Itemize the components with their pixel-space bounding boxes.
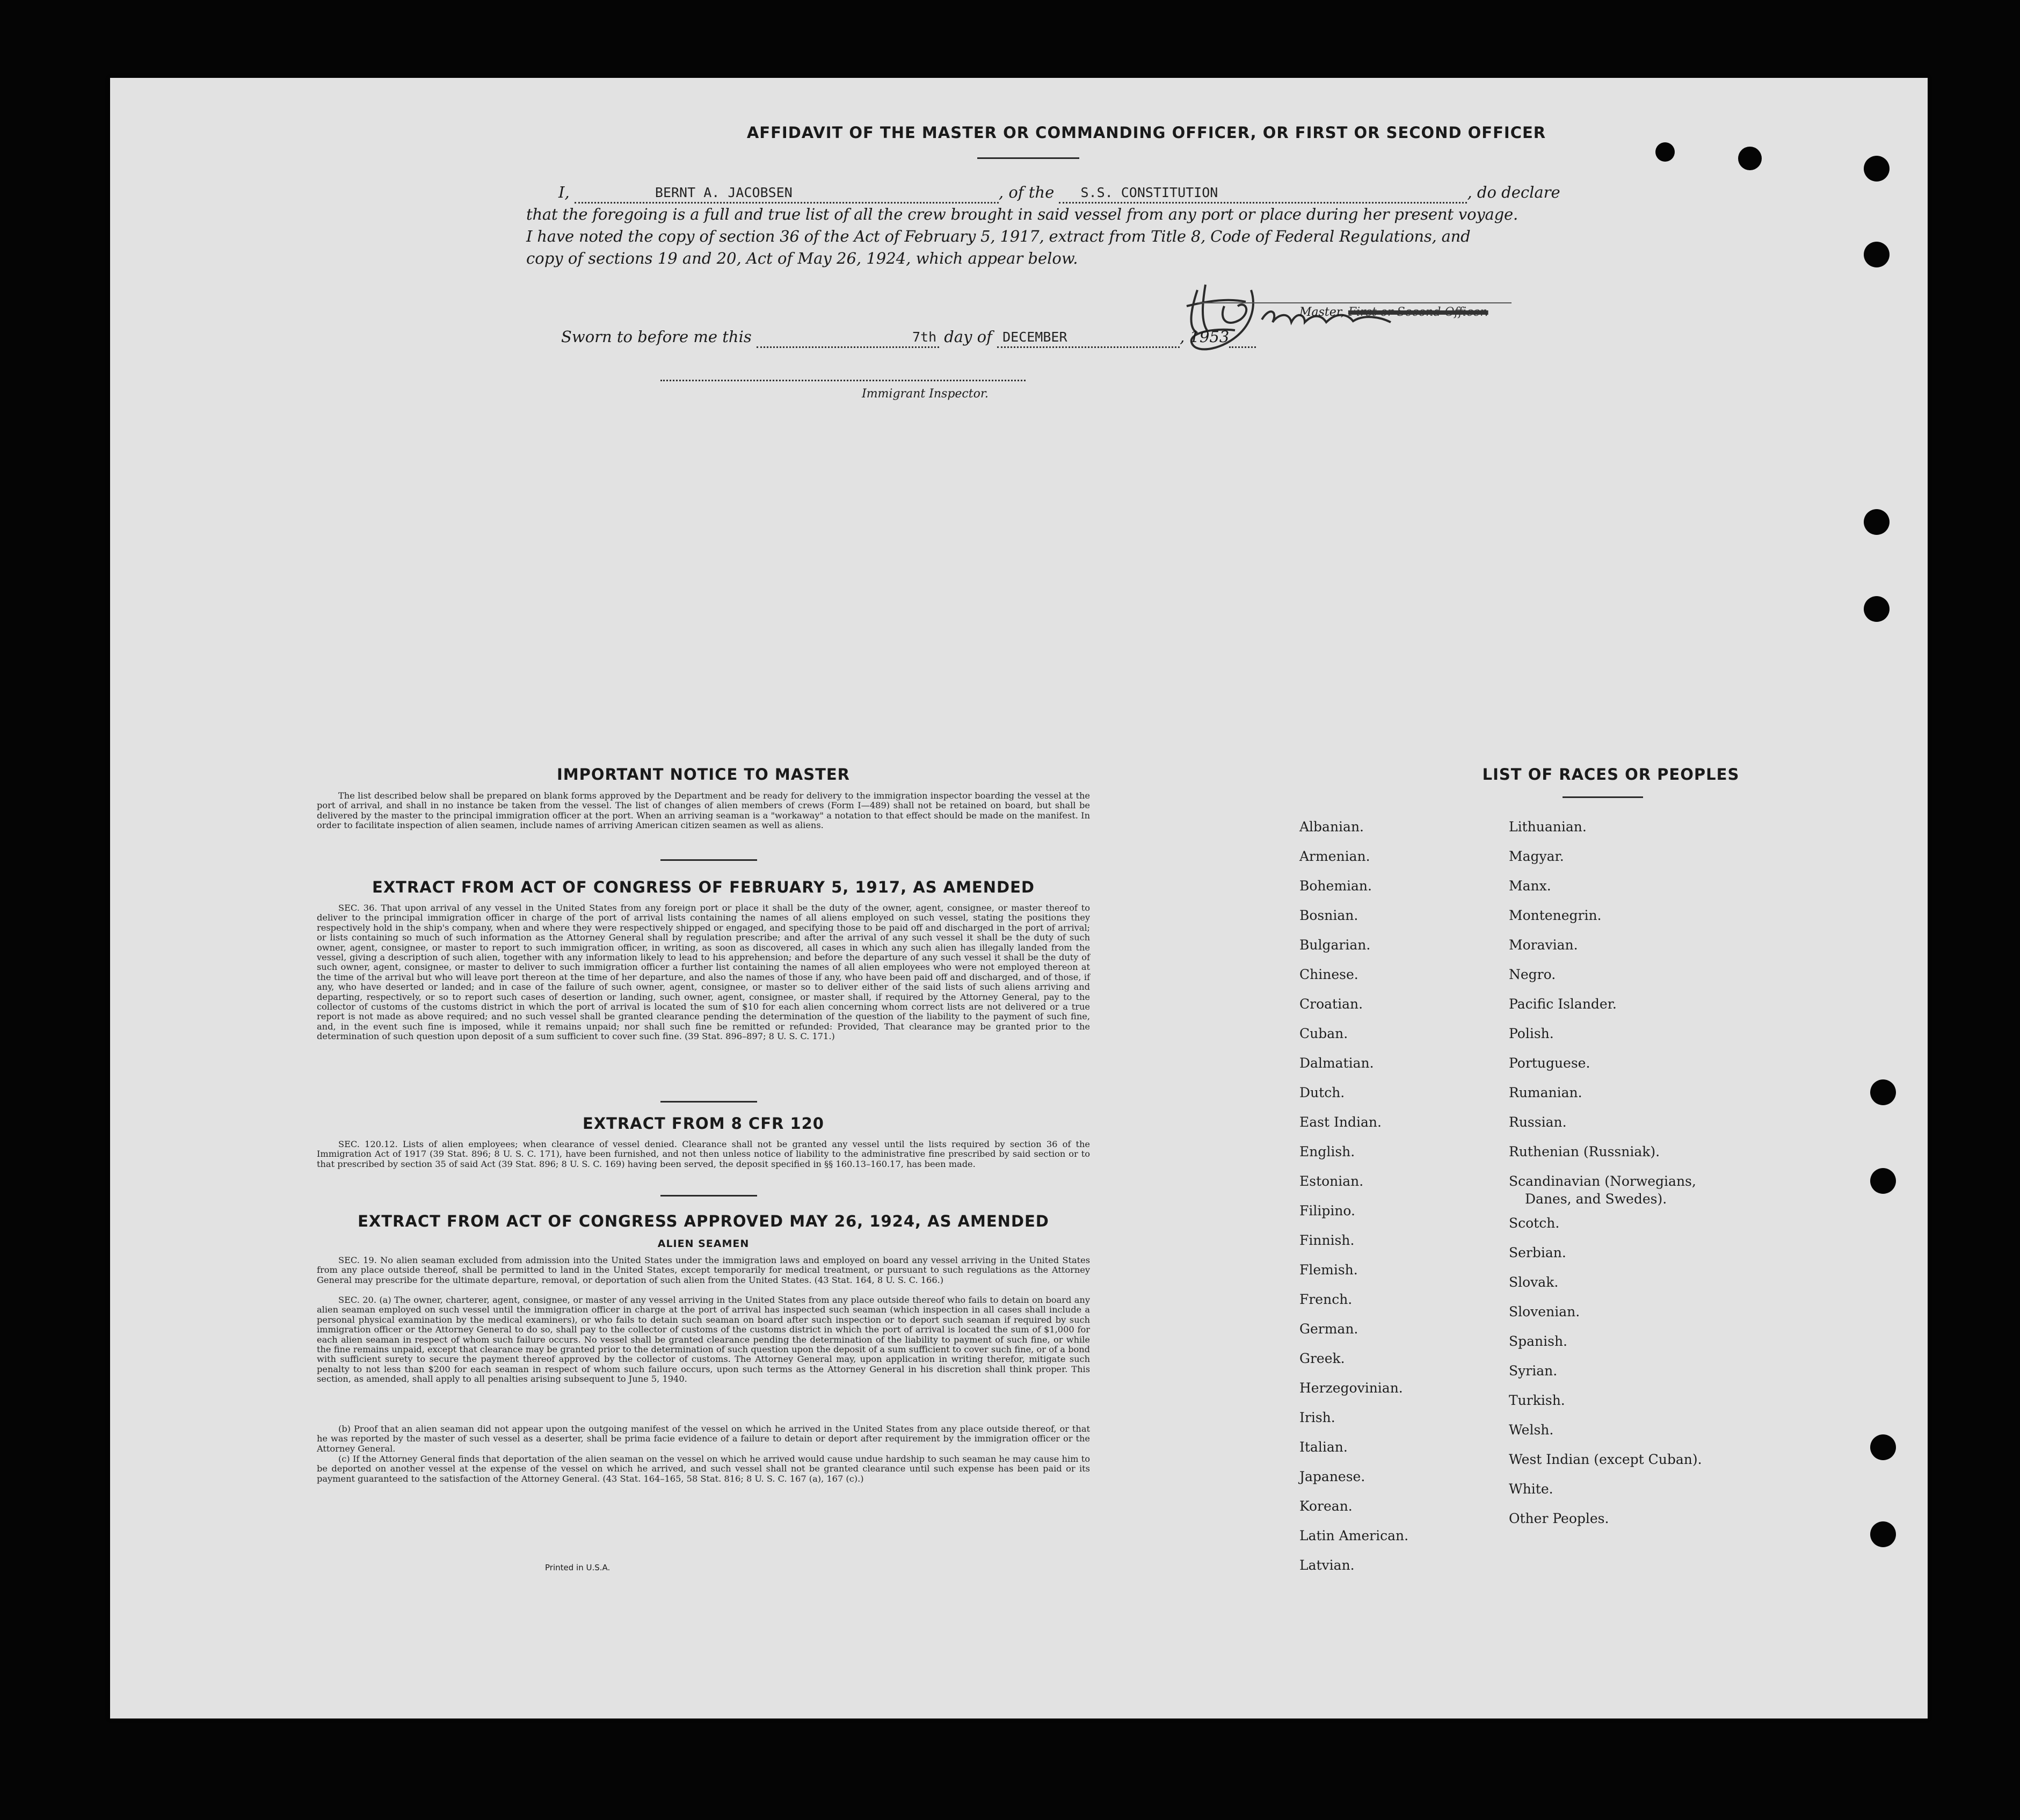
extract-1924-sec20c: (c) If the Attorney General finds that deportation of the alien seaman on the vessel on which he arrived would cause undue hardship to such seaman he may cause him to be deported on another vessel at the expense of the vessel on which he arrived, and such vessel shall not be granted clearance until such expense has been paid or its payment guaranteed to the satisfaction of the Attorney General. (43 Stat. 164–165, 58 Stat. 816; 8 U. S. C. 167 (a), 167 (c).) xyxy=(317,1454,1090,1484)
extract-1924-title: EXTRACT FROM ACT OF CONGRESS APPROVED MAY 26, 1924, AS AMENDED xyxy=(358,1212,1049,1230)
race-item: Pacific Islander. xyxy=(1509,996,1617,1012)
race-item: Lithuanian. xyxy=(1509,819,1587,835)
race-item: East Indian. xyxy=(1299,1114,1382,1130)
races-right-column xyxy=(1509,812,1702,1533)
race-item: Russian. xyxy=(1509,1114,1567,1130)
affidavit-i: I, xyxy=(558,183,570,201)
races-title: LIST OF RACES OR PEOPLES xyxy=(1482,765,1740,784)
printed-in-usa: Printed in U.S.A. xyxy=(545,1563,611,1572)
race-item: Japanese. xyxy=(1299,1469,1365,1484)
notice-title: IMPORTANT NOTICE TO MASTER xyxy=(556,765,851,784)
race-item: Filipino. xyxy=(1299,1203,1355,1219)
sworn-day: 7th xyxy=(912,329,937,345)
race-item: Korean. xyxy=(1299,1498,1353,1514)
day-field xyxy=(757,330,939,348)
affidavit-of-the: , of the xyxy=(998,183,1055,201)
inspector-line xyxy=(660,380,1026,381)
signer-struck: First or Second Officer. xyxy=(1348,306,1488,319)
race-item: Bosnian. xyxy=(1299,908,1358,923)
race-item: Greek. xyxy=(1299,1351,1345,1366)
race-item: Spanish. xyxy=(1509,1333,1568,1349)
divider xyxy=(660,1101,757,1103)
sworn-day-of: day of xyxy=(944,328,992,346)
extract-1924-sec20a: SEC. 20. (a) The owner, charterer, agent, consignee, or master of any vessel arriving in the United States from any place outside thereof who fails to detain on board any alien seaman employed on such vessel until the immigration officer in charge at the port of arrival has inspected such seaman (which inspection in all cases shall include a personal physical examination by the medical examiners), or who fails to detain such seaman on board after such inspection or to deport such seaman if required by such immigration officer or the Attorney General to do so, shall pay to the collector of customs of the customs district in which the port of arrival is located the sum of $1,000 for each alien seaman in respect of whom such failure occurs. No vessel shall be granted clearance pending the determination of the liability to payment of such fine, or while the fine remains unpaid, except that clearance may be granted prior to the determination of such question upon the deposit of a sum sufficient to cover such fine, or of a bond with sufficient surety to secure the payment thereof approved by the collector of customs. The Attorney General may, upon application in writing therefor, mitigate such penalty to not less than $200 for each seaman in respect of whom such failure occurs, upon such terms as the Attorney General in his discretion shall think proper. This section, as amended, shall apply to all penalties arising subsequent to June 5, 1940. xyxy=(317,1295,1090,1384)
race-item: Dutch. xyxy=(1299,1085,1345,1100)
race-item: Finnish. xyxy=(1299,1232,1355,1248)
race-item: German. xyxy=(1299,1321,1358,1337)
signer-title xyxy=(1299,301,1488,323)
affidavit-line-1 xyxy=(558,182,1648,204)
race-item: Moravian. xyxy=(1509,937,1578,953)
race-item: Syrian. xyxy=(1509,1363,1558,1379)
race-item: Latvian. xyxy=(1299,1557,1355,1573)
race-item: English. xyxy=(1299,1144,1355,1159)
punch-hole xyxy=(1864,242,1890,267)
race-item: Latin American. xyxy=(1299,1528,1409,1543)
punch-hole xyxy=(1870,1434,1896,1460)
extract-1924-subtitle: ALIEN SEAMEN xyxy=(657,1238,750,1250)
race-item: Flemish. xyxy=(1299,1262,1358,1278)
race-item: Armenian. xyxy=(1299,849,1370,864)
race-item: Negro. xyxy=(1509,967,1556,982)
race-item: Slovak. xyxy=(1509,1274,1559,1290)
sworn-year: , 1953 xyxy=(1180,328,1230,346)
punch-hole xyxy=(1870,1168,1896,1194)
race-item: Manx. xyxy=(1509,878,1551,894)
race-item: French. xyxy=(1299,1292,1353,1307)
divider xyxy=(660,1195,757,1197)
race-item: West Indian (except Cuban). xyxy=(1509,1452,1702,1467)
punch-hole xyxy=(1738,147,1762,170)
extract-1917-text: SEC. 36. That upon arrival of any vessel in the United States from any foreign port or place it shall be the duty of the owner, agent, consignee, or master thereof to deliver to the principal immigration officer in charge of the port of arrival lists containing the names of all aliens employed on such vessel, stating the positions they respectively hold in the ship's company, when and where they were respectively shipped or engaged, and specifying those to be paid off and discharged in the port of arrival; or lists containing so much of such information as the Attorney General shall by regulation prescribe; and after the arrival of any such vessel it shall be the duty of such owner, agent, consignee, or master to report to such immigration officer, in writing, as soon as discovered, all cases in which any such alien has illegally landed from the vessel, giving a description of such alien, together with any information likely to lead to his apprehension; and before the departure of any such vessel it shall be the duty of such owner, agent, consignee, or master to deliver to such immigration officer a further list containing the names of all alien employees who were not employed thereon at the time of the arrival but who will leave port thereon at the time of her departure, and also the names of those if any, who have been paid off and discharged, and of those, if any, who have deserted or landed; and in case of the failure of such owner, agent, consignee, or master so to deliver either of the said lists of such aliens arriving and departing, respectively, or so to report such cases of desertion or landing, such owner, agent, consignee, or master shall, if required by the Attorney General, pay to the collector of customs of the customs district in which the port of arrival is located the sum of $10 for each alien concerning whom correct lists are not delivered or a true report is not made as above required; and no such vessel shall be granted clearance pending the determination of the question of the liability to the payment of such fine, and, in the event such fine is imposed, while it remains unpaid; nor shall such fine be remitted or refunded: Provided, That clearance may be granted prior to the determination of such question upon deposit of a sum sufficient to cover such fine. (39 Stat. 896–897; 8 U. S. C. 171.) xyxy=(317,903,1090,1042)
race-item: Rumanian. xyxy=(1509,1085,1582,1100)
punch-hole xyxy=(1864,509,1890,535)
race-item: Scandinavian (Norwegians, xyxy=(1509,1173,1696,1189)
extract-1924-sec19: SEC. 19. No alien seaman excluded from admission into the United States under the immigration laws and employed on board any vessel arriving in the United States from any place outside thereof, shall be permitted to land in the United States, except temporarily for medical treatment, or pursuant to such regulations as the Attorney General may prescribe for the ultimate departure, removal, or deportation of such alien from the United States. (43 Stat. 164, 8 U. S. C. 166.) xyxy=(317,1255,1090,1285)
divider xyxy=(660,859,757,861)
race-item: Dalmatian. xyxy=(1299,1055,1374,1071)
sworn-month: DECEMBER xyxy=(1002,329,1067,345)
race-item: Serbian. xyxy=(1509,1245,1566,1260)
notice-text: The list described below shall be prepared on blank forms approved by the Department and be ready for delivery to the immigration inspector boarding the vessel at the port of arrival, and shall in no instance be taken from the vessel. The list of changes of alien members of crews (Form I—489) shall not be retained on board, but shall be delivered by the master to the principal immigration officer at the port. When an arriving seaman is a "workaway" a notation to that effect should be made on the manifest. In order to facilitate inspection of alien seamen, include names of arriving American citizen seamen as well as aliens. xyxy=(317,791,1090,831)
races-left-column xyxy=(1299,812,1408,1580)
race-item: Ruthenian (Russniak). xyxy=(1509,1144,1660,1159)
name-field xyxy=(575,186,999,204)
punch-hole xyxy=(1864,596,1890,622)
divider xyxy=(1563,796,1643,798)
vessel-name: S.S. CONSTITUTION xyxy=(1080,185,1218,200)
affidavit-line-3: I have noted the copy of section 36 of the Act of February 5, 1917, extract from Title 8, Code of Federal Regulations, and xyxy=(526,227,1471,245)
race-item: Bohemian. xyxy=(1299,878,1372,894)
race-item: Other Peoples. xyxy=(1509,1511,1609,1526)
race-item: Slovenian. xyxy=(1509,1304,1580,1319)
race-item: Turkish. xyxy=(1509,1393,1565,1408)
punch-hole xyxy=(1870,1079,1896,1105)
inspector-label: Immigrant Inspector. xyxy=(862,387,989,401)
divider xyxy=(977,157,1079,159)
affidavit-declare: , do declare xyxy=(1467,183,1560,201)
race-item: Estonian. xyxy=(1299,1173,1364,1189)
affidavit-title: AFFIDAVIT OF THE MASTER OR COMMANDING OFFICER, OR FIRST OR SECOND OFFICER xyxy=(746,124,1546,142)
race-item: Magyar. xyxy=(1509,849,1564,864)
sworn-label: Sworn to before me this xyxy=(561,328,752,346)
extract-1917-title: EXTRACT FROM ACT OF CONGRESS OF FEBRUARY 5, 1917, AS AMENDED xyxy=(372,878,1035,896)
affidavit-line-2: that the foregoing is a full and true list of all the crew brought in said vessel from any port or place during her present voyage. xyxy=(526,205,1518,223)
punch-hole xyxy=(1870,1521,1896,1547)
extract-8cfr-title: EXTRACT FROM 8 CFR 120 xyxy=(583,1114,824,1133)
race-item: Albanian. xyxy=(1299,819,1364,835)
affidavit-line-4: copy of sections 19 and 20, Act of May 26, 1924, which appear below. xyxy=(526,249,1078,267)
race-item: Polish. xyxy=(1509,1026,1554,1041)
vessel-field xyxy=(1059,186,1467,204)
race-item: Danes, and Swedes). xyxy=(1525,1191,1667,1207)
document-page xyxy=(110,78,1928,1719)
race-item: Montenegrin. xyxy=(1509,908,1602,923)
race-item: Portuguese. xyxy=(1509,1055,1590,1071)
punch-hole xyxy=(1655,142,1675,162)
race-item: Welsh. xyxy=(1509,1422,1554,1438)
master-name: BERNT A. JACOBSEN xyxy=(655,185,793,200)
race-item: Italian. xyxy=(1299,1439,1348,1455)
extract-8cfr-text: SEC. 120.12. Lists of alien employees; when clearance of vessel denied. Clearance shall not be granted any vessel until the lists required by section 36 of the Immigration Act of 1917 (39 Stat. 896; 8 U. S. C. 171), have been furnished, and not then unless notice of liability to the administrative fine prescribed by said section or to that prescribed by section 35 of said Act (39 Stat. 896; 8 U. S. C. 169) having been served, the deposit specified in §§ 160.13–160.17, has been made. xyxy=(317,1139,1090,1169)
race-item: Irish. xyxy=(1299,1410,1335,1425)
race-item: Chinese. xyxy=(1299,967,1358,982)
race-item: Cuban. xyxy=(1299,1026,1348,1041)
race-item: Herzegovinian. xyxy=(1299,1380,1403,1396)
extract-1924-sec20b: (b) Proof that an alien seaman did not appear upon the outgoing manifest of the vessel on which he arrived in the United States from any place outside thereof, or that he was reported by the master of such vessel as a deserter, shall be prima facie evidence of a failure to detain or deport after requirement by the immigration officer or the Attorney General. xyxy=(317,1424,1090,1454)
race-item: White. xyxy=(1509,1481,1553,1497)
punch-hole xyxy=(1864,156,1890,182)
signer-master: Master, xyxy=(1299,306,1345,319)
race-item: Croatian. xyxy=(1299,996,1363,1012)
race-item: Scotch. xyxy=(1509,1215,1560,1231)
year-dots xyxy=(1229,330,1256,348)
month-field xyxy=(997,330,1180,348)
sworn-line xyxy=(561,326,1256,348)
race-item: Bulgarian. xyxy=(1299,937,1371,953)
